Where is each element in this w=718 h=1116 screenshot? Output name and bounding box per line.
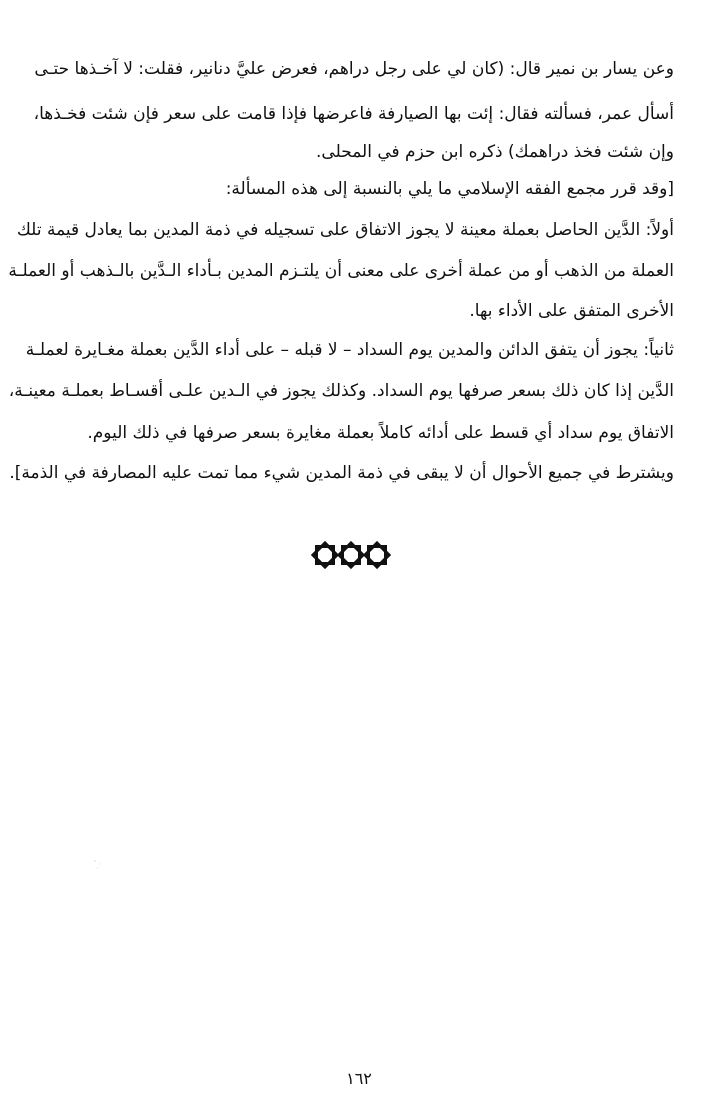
text-line: أسأل عمر، فسألته فقال: إئت بها الصيارفة فاعرضها فإذا قامت على سعر فإن شئت فخـذها، [33,104,674,124]
text-line: [وقد قرر مجمع الفقه الإسلامي ما يلي بالنسبة إلى هذه المسألة: [225,179,674,199]
text-line: وإن شئت فخذ دراهمك) ذكره ابن حزم في المحلى. [316,142,674,162]
text-line: الدَّين إذا كان ذلك بسعر صرفها يوم السداد. وكذلك يجوز في الـدين علـى أقسـاط بعملـة معينـة، [8,381,674,401]
text-line: الاتفاق يوم سداد أي قسط على أدائه كاملاً بعملة مغايرة بسعر صرفها في ذلك اليوم. [87,423,674,443]
text-line: ثانياً: يجوز أن يتفق الدائن والمدين يوم السداد – لا قبله – على أداء الدَّين بعملة مغـايرة لعملـة [25,340,674,360]
three-star-ornament-icon [309,540,393,570]
text-line: الأخرى المتفق على الأداء بها. [469,301,674,321]
text-line: وعن يسار بن نمير قال: (كان لي على رجل دراهم، فعرض عليَّ دنانير، فقلت: لا آخـذها حتـى [34,59,674,79]
scan-speck [92,858,106,872]
text-line: العملة من الذهب أو من عملة أخرى على معنى أن يلتـزم المدين بـأداء الـدَّين بالـذهب أو العملـة [8,261,674,281]
text-line: أولاً: الدَّين الحاصل بعملة معينة لا يجوز الاتفاق على تسجيله في ذمة المدين بما يعادل قيمة تلك [16,220,674,240]
page-number: ١٦٢ [346,1069,372,1088]
text-line: ويشترط في جميع الأحوال أن لا يبقى في ذمة المدين شيء مما تمت عليه المصارفة في الذمة]. [9,463,674,483]
